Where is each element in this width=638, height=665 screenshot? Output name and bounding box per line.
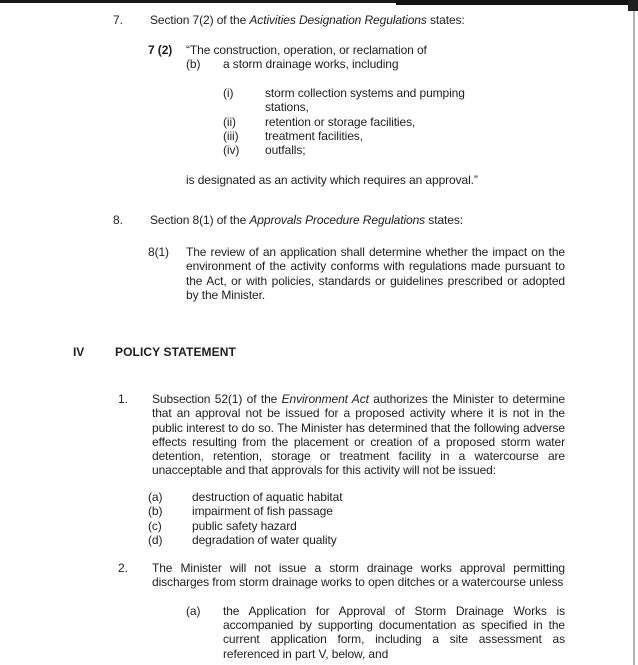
list-item-label: (c) [148,518,162,533]
list-item [223,129,638,143]
clause-a-label: (a) [186,604,201,619]
scan-artifact-corner [628,0,638,11]
policy-statement-heading [73,345,638,359]
heading-text-pre: Section 8(1) of the [150,213,250,228]
heading-text-pre: Section 7(2) of the [150,13,250,27]
section-7-heading-text [150,13,465,27]
list-item-label: (a) [148,490,163,505]
paragraph-2-number: 2. [118,561,128,576]
policy-paragraph-2 [118,561,638,589]
subsection-7-2-block [148,43,638,71]
heading-text-post: states: [425,213,463,228]
policy-statement-numeral: IV [73,345,85,360]
list-item-text: storm collection systems and pumping stations, [265,86,465,115]
list-item-label: (d) [148,532,163,547]
list-item-text: outfalls; [265,143,306,158]
list-item [223,143,638,157]
paragraph-1-number: 1. [118,392,128,407]
regulation-name-italic: Approvals Procedure Regulations [249,213,426,228]
list-item-label: (iii) [223,128,239,143]
paragraph-2-text: The Minister will not issue a storm drainage works approval permitting discharges from storm drainage works to open ditches or a watercourse unless [152,561,565,590]
list-item [148,504,638,518]
list-item [148,533,638,547]
list-item [223,115,638,129]
scan-artifact-right-edge [633,0,635,665]
section-7-heading [113,13,638,27]
paragraph-2-clause-a [186,604,638,661]
list-item-label: (b) [148,504,163,519]
roman-list [0,86,638,157]
regulation-name-italic: Activities Designation Regulations [249,13,427,27]
quote-closing-line: is designated as an activity which requires an approval.” [186,173,478,188]
paragraph-text-post: authorizes the Minister to determine that an approval not be issued for a proposed activity where it is not in the public interest to do so. The Minister has determined that the following adverse effects resulting from the placement or creation of a proposed storm water detention, retention, storage or treatment facility in a watercourse are unacceptable and that approvals for this activity will not be issued: [152,392,565,478]
list-item-text: destruction of aquatic habitat [192,490,343,505]
list-item [148,490,638,504]
subsection-8-1-text: The review of an application shall determine whether the impact on the environment of the activity conforms with regulations made pursuant to the Act, or with policies, standards or guidelines prescribed or adopted by the Minister. [186,245,565,302]
list-item-label: (iv) [223,143,240,158]
clause-b-row [186,57,427,71]
clause-b-text: a storm drainage works, including [223,57,399,72]
list-item [223,86,638,114]
quote-intro-line: “The construction, operation, or reclamation of [186,43,427,58]
policy-paragraph-1 [118,392,638,477]
subsection-7-2-body [186,43,427,71]
list-item-text: public safety hazard [192,518,297,533]
subsection-8-1-block [148,245,638,302]
paragraph-text-pre: Subsection 52(1) of the [152,392,282,407]
adverse-effects-list [0,490,638,547]
section-7-number: 7. [113,13,123,27]
list-item [148,519,638,533]
act-name-italic: Environment Act [281,392,369,407]
paragraph-1-text [152,392,565,477]
section-8-number: 8. [113,213,123,228]
list-item-text: degradation of water quality [192,532,337,547]
subsection-7-2-label: 7 (2) [148,43,173,58]
subsection-8-1-label: 8(1) [148,245,169,260]
list-item-text: treatment facilities, [265,128,363,143]
list-item-text: retention or storage facilities, [265,114,416,129]
clause-b-label: (b) [186,57,201,72]
scan-artifact-top-right [396,0,638,5]
list-item-text: impairment of fish passage [192,504,333,519]
policy-statement-title: POLICY STATEMENT [115,345,236,360]
section-8-heading [113,213,638,227]
list-item-label: (i) [223,86,234,101]
section-8-heading-text [150,213,463,227]
list-item-label: (ii) [223,114,236,129]
heading-text-post: states: [426,13,465,27]
clause-a-text: the Application for Approval of Storm Drainage Works is accompanied by supporting documentation as specified in the current application form, including a site assessment as referenced in part V, below, and [223,604,565,661]
